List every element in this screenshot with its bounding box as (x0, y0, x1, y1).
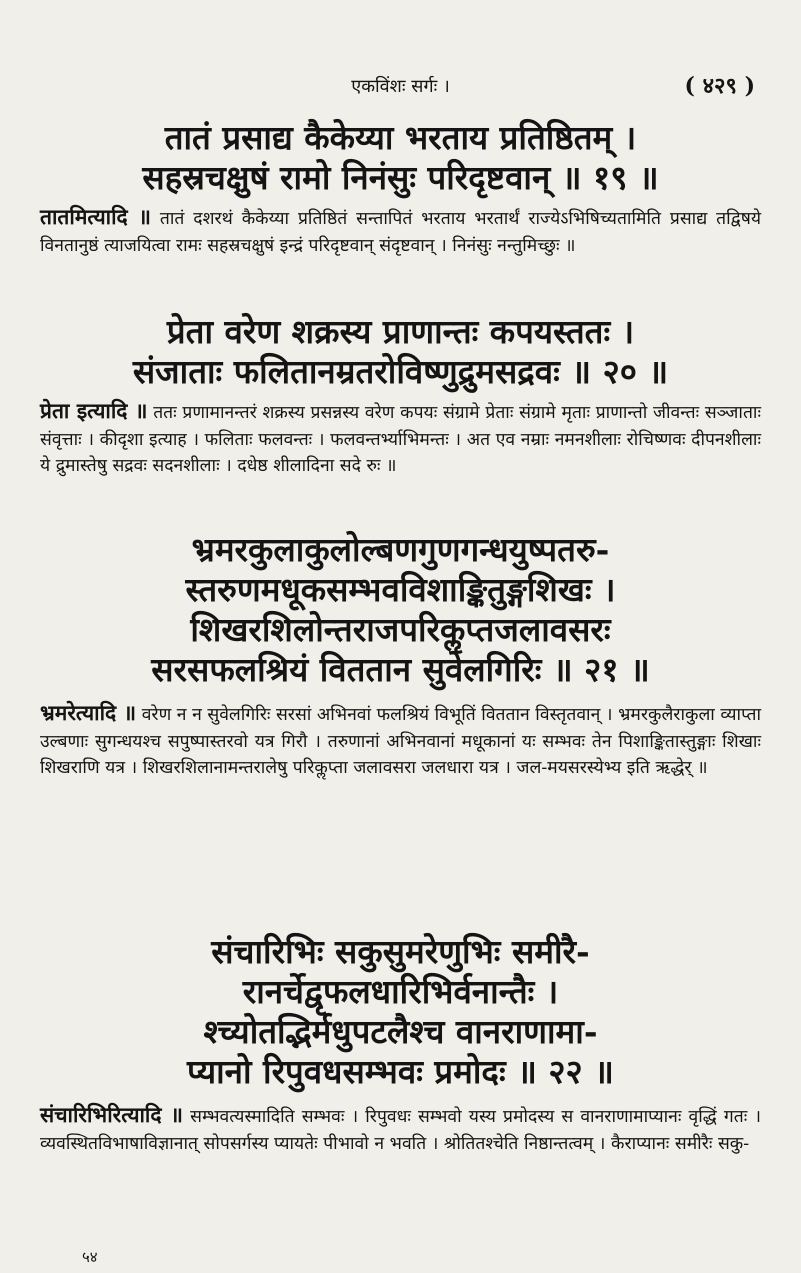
verse-line: संचारिभिः सकुसुमरेणुभिः समीरै- (211, 932, 590, 971)
verse-line: शिखरशिलोन्तराजपरिकॢप्तजलावसरः (190, 610, 611, 649)
verse-line: सहस्रचक्षुषं रामो निनंसुः परिदृष्टवान् ॥ १९ ॥ (142, 158, 659, 197)
verse-line: स्तरुणमधूकसम्भवविशाङ्कितुङ्गशिखः । (185, 570, 616, 609)
commentary-block-21 (40, 700, 761, 782)
commentary-block-22 (40, 1102, 761, 1157)
commentary-lead: भ्रमरेत्यादि ॥ (40, 700, 137, 725)
verse-block-19 (40, 118, 761, 198)
page-number: ( ४२९ ) (684, 73, 755, 99)
commentary-body: तातं दशरथं कैकेय्या प्रतिष्ठितं सन्तापितं भरताय भरतार्थं राज्येऽभिषिच्यतामिति प्रसाद्य तद्विषये विनतानुष्ठं त्याजयित्वा रामः सहस्रचक्षुषं इन्द्रं परिदृष्टवान् संदृष्टवान् । निनंसुः नन्तुमिच्छुः ॥ (40, 209, 761, 256)
commentary-lead: संचारिभिरित्यादि ॥ (40, 1102, 183, 1127)
verse-line: प्यानो रिपुवधसम्भवः प्रमोदः ॥ २२ ॥ (187, 1052, 614, 1091)
commentary-body: ततः प्रणामानन्तरं शक्रस्य प्रसन्नस्य वरेण कपयः संग्रामे प्रेताः संग्रामे मृताः प्राणान्तो जीवन्तः सञ्जाताः संवृत्ताः । कीदृशा इत्याह । फलिताः फलवन्तः । फलवन्तर्भ्याभिमन्तः । अत एव नम्राः नमनशीलाः रोचिष्णवः दीपनशीलाः ये द्रुमास्तेषु सद्रवः सदनशीलाः । दधेष्ठ शीलादिना सदे रुः ॥ (40, 403, 761, 476)
page-header (40, 68, 761, 102)
verse-line: श्च्योतद्भिर्मधुपटलैश्च वानराणामा- (203, 1012, 598, 1051)
commentary-text (40, 204, 761, 259)
verse-line: भ्रमरकुलाकुलोल्बणगुणगन्धयुष्पतरु- (191, 530, 610, 569)
commentary-text (40, 398, 761, 480)
verse-block-21 (40, 530, 761, 690)
verse-block-20 (40, 312, 761, 392)
commentary-text (40, 1102, 761, 1157)
commentary-lead: तातमित्यादि ॥ (40, 204, 151, 229)
commentary-body: वरेण न न सुवेलगिरिः सरसां अभिनवां फलश्रियं विभूतिं विततान विस्तृतवान् । भ्रमरकुलैराकुला व्याप्ता उल्बणाः सुगन्धयश्च सपुष्पास्तरवो यत्र गिरौ । तरुणानां अभिनवानां मधूकानां यः सम्भवः तेन पिशाङ्कितास्तुङ्गाः शिखाः शिखराणि यत्र । शिखरशिलानामन्तरालेषु परिकॢप्ता जलावसरा जलधारा यत्र । जल-मयसरस्येभ्य इति ऋद्धेर् ॥ (40, 705, 761, 778)
running-title: एकविंशः सर्गः । (351, 76, 450, 97)
commentary-body: सम्भवत्यस्मादिति सम्भवः । रिपुवधः सम्भवो यस्य प्रमोदस्य स वानराणामाप्यानः वृद्धिं गतः । व्यवस्थितविभाषाविज्ञानात् सोपसर्गस्य प्यायतेः पीभावो न भवति । श्रोतितश्चेति निष्ठान्तत्वम् । कैराप्यानः समीरैः सकु- (40, 1107, 761, 1154)
verse-line: प्रेता वरेण शक्रस्य प्राणान्तः कपयस्ततः । (166, 312, 635, 351)
verse-line: रानर्चेद्वृफलधारिभिर्वनान्तैः । (242, 972, 559, 1011)
verse-block-22 (40, 932, 761, 1092)
commentary-lead: प्रेता इत्यादि ॥ (40, 398, 148, 423)
verse-line: तातं प्रसाद्य कैकेय्या भरताय प्रतिष्ठितम् । (164, 118, 637, 157)
commentary-block-20 (40, 398, 761, 480)
verse-line: संजाताः फलितानम्रतरोविष्णुद्रुमसद्रवः ॥ २० ॥ (132, 352, 669, 391)
commentary-text (40, 700, 761, 782)
signature-mark: ५४ (82, 1248, 98, 1266)
verse-line: सरसफलश्रियं विततान सुवेलगिरिः ॥ २१ ॥ (151, 650, 650, 689)
commentary-block-19 (40, 204, 761, 259)
